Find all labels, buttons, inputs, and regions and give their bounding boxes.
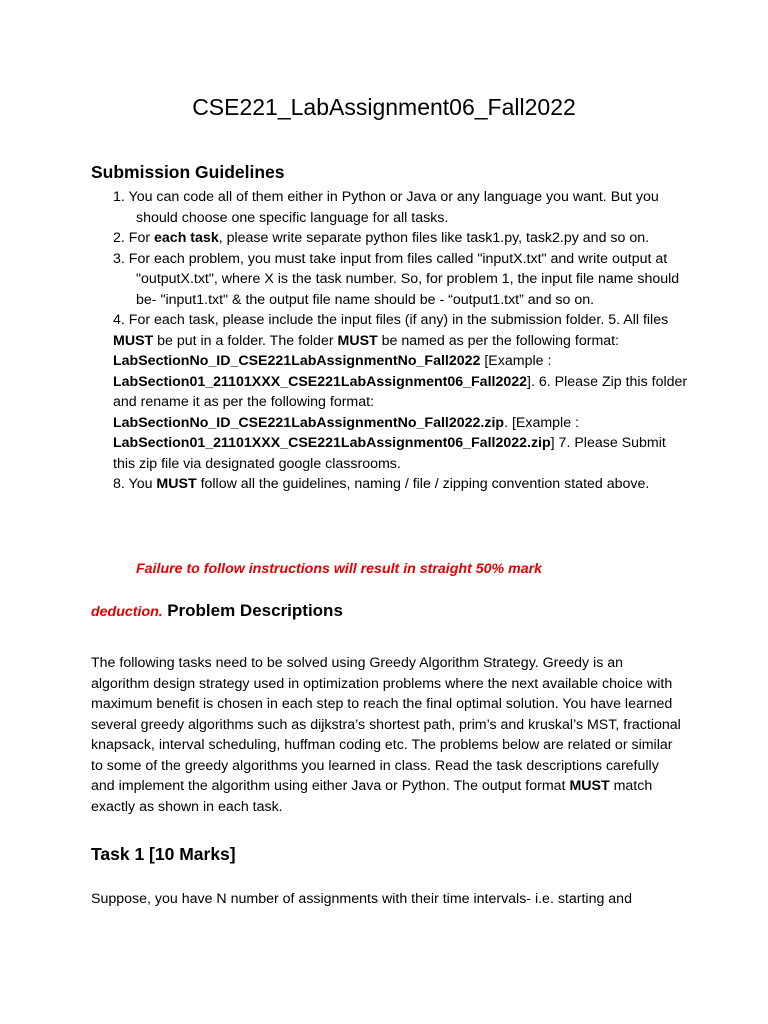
guideline-item-8 (113, 474, 688, 495)
item-text: , please write separate python files like task1.py, task2.py and so on. (218, 230, 650, 246)
guideline-item-4-7 (113, 310, 688, 474)
item-text: For each problem, you must take input from files called "inputX.txt" and write output at "outputX.txt", where X is the task number. So, for problem 1, the input file name should be- "input1.txt" & the output file name should be - “output1.txt” and so on. (128, 250, 680, 308)
emphasis-text: MUST (569, 778, 610, 794)
item-text: be named as per the following format: (377, 332, 620, 349)
folder-format: LabSectionNo_ID_CSE221LabAssignmentNo_Fall2022 (113, 353, 481, 369)
warning-text: Failure to follow instructions will result in straight 50% mark (136, 561, 542, 577)
item-number: 2. (113, 230, 125, 246)
item-text: . [Example : (504, 414, 579, 431)
submission-heading: Submission Guidelines (91, 162, 285, 182)
item-text: [Example : (480, 353, 552, 369)
item-text: ]. 6. Please Zip this folder and rename it as per the following format: (113, 373, 688, 410)
guideline-item-3 (113, 249, 688, 311)
item-number: 8. (113, 476, 125, 492)
task1-text: Suppose, you have N number of assignments with their time intervals- i.e. starting and (91, 891, 632, 907)
emphasis-text: MUST (337, 332, 378, 349)
task1-heading: Task 1 [10 Marks] (91, 844, 236, 864)
folder-example: LabSection01_21101XXX_CSE221LabAssignment06_Fall2022 (113, 373, 528, 390)
item-number: 1. (113, 189, 125, 205)
emphasis-text: MUST (113, 332, 154, 349)
guideline-item-2 (113, 228, 688, 249)
emphasis-text: each task (154, 230, 219, 246)
guidelines-list (113, 187, 688, 495)
paragraph-text: The following tasks need to be solved using Greedy Algorithm Strategy. Greedy is an algorithm design strategy used in optimization problems where the next available choice with maximum benefit is chosen in each step to reach the final optimal solution. You have learned several greedy algorithms such as dijkstra’s shortest path, prim’s and kruskal’s MST, fractional knapsack, interval scheduling, huffman coding etc. The problems below are related or similar to some of the greedy algorithms you learned in class. Read the task descriptions carefully and implement the algorithm using either Java or Python. The output format (91, 655, 681, 794)
zip-format: LabSectionNo_ID_CSE221LabAssignmentNo_Fall2022.zip (113, 414, 505, 431)
zip-example: LabSection01_21101XXX_CSE221LabAssignment06_Fall2022.zip (113, 435, 551, 451)
item-text: You can code all of them either in Python or Java or any language you want. But you should choose one specific language for all tasks. (128, 189, 659, 226)
guideline-item-1 (113, 187, 688, 228)
warning-continuation: deduction. (91, 604, 163, 620)
document-title: CSE221_LabAssignment06_Fall2022 (192, 94, 576, 120)
problem-descriptions-heading: Problem Descriptions (167, 601, 343, 620)
item-text: follow all the guidelines, naming / file / zipping convention stated above. (196, 476, 650, 492)
item-text: 4. For each task, please include the input files (if any) in the submission folder. 5. All files (113, 312, 669, 328)
item-text: be put in a folder. The folder (153, 332, 338, 349)
item-text: You (128, 476, 157, 492)
item-number: 3. (113, 250, 125, 267)
emphasis-text: MUST (156, 476, 197, 492)
problem-descriptions-line (91, 599, 343, 624)
item-text: For (128, 230, 155, 246)
item-text: ] 7. Please Submit this zip file via designated google classrooms. (113, 435, 666, 472)
paragraph-text: match exactly as shown in each task. (91, 778, 653, 815)
problem-paragraph (91, 653, 681, 817)
